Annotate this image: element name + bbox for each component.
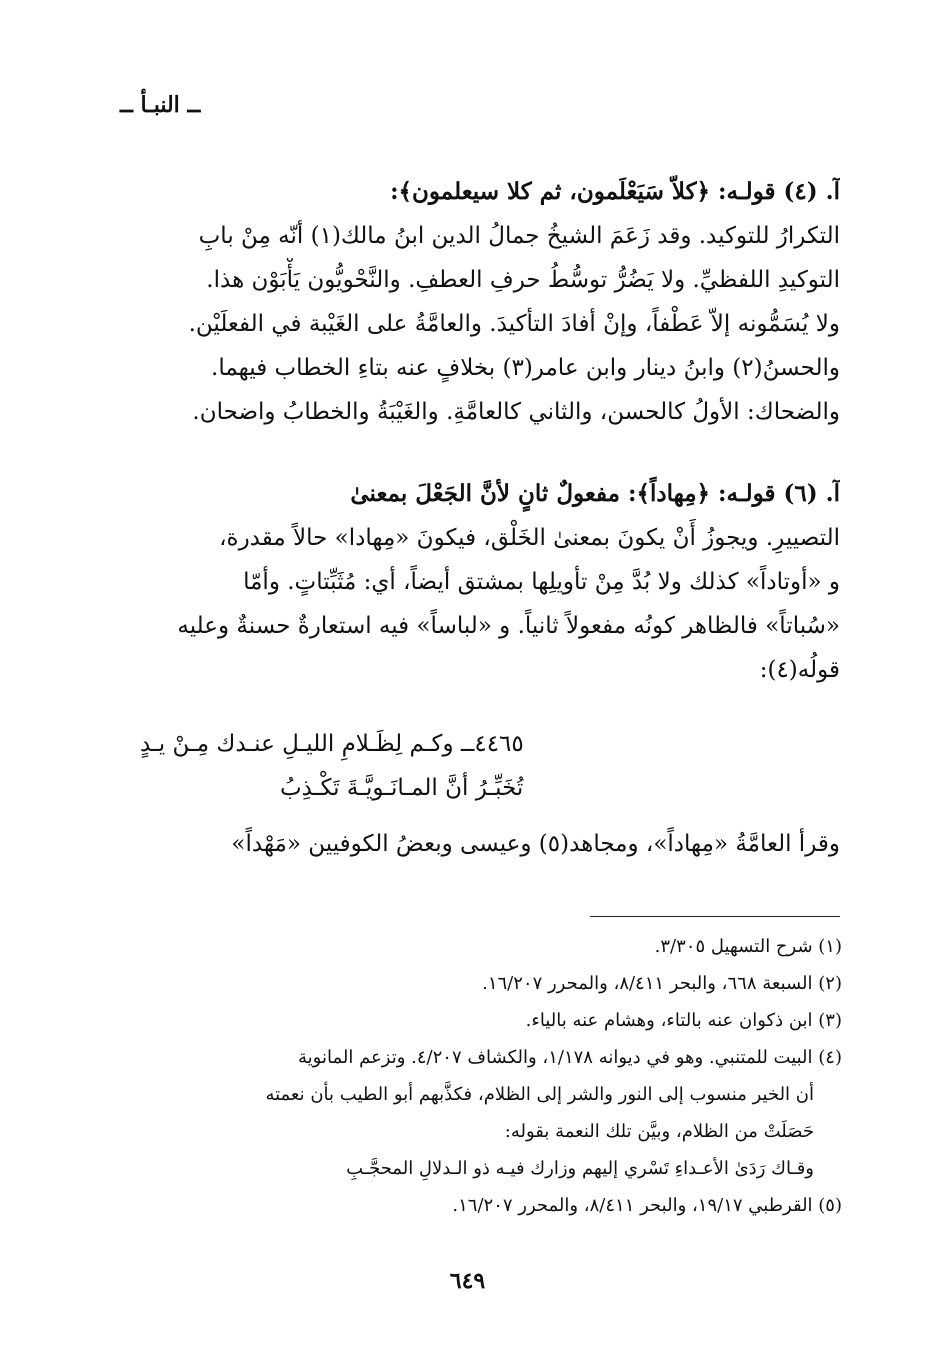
section-heading: آ. (٤) قولـه: ﴿كلاّ سَيَعْلَمون، ثم كلا سيعلمون﴾:	[390, 178, 840, 205]
poem-verse-1: ٤٤٦٥ــ وكـم لِظَـلامِ الليـلِ عنـدك مِـنْ يـدٍ	[140, 731, 524, 757]
body-line: والحسنُ(٢) وابنُ دينار وابن عامر(٣) بخلافٍ عنه بتاءِ الخطاب فيهما.	[211, 355, 840, 381]
footnote-line: حَصَلَتْ من الظلام، وبيَّن تلك النعمة بقوله:	[504, 1121, 814, 1142]
footnote-line: أن الخير منسوب إلى النور والشر إلى الظلام، فكذَّبهم أبو الطيب بأن نعمته	[265, 1084, 814, 1105]
footnote-divider	[590, 916, 840, 917]
section-heading: آ. (٦) قولـه: ﴿مِهاداً﴾: مفعولٌ ثانٍ لأنَّ الجَعْلَ بمعنىٰ	[350, 480, 840, 507]
body-line: «سُباتاً» فالظاهر كونُه مفعولاً ثانياً. و «لباساً» فيه استعارةٌ حسنةٌ وعليه	[177, 613, 840, 639]
body-line: وقرأ العامَّةُ «مِهاداً»، ومجاهد(٥) وعيسى وبعضُ الكوفيين «مَهْداً»	[231, 831, 840, 857]
poem-verse-2: تُخَبِّـرُ أنَّ المـانَـويَّـةَ تَكْـذِبُ	[280, 775, 524, 801]
poem-block	[140, 722, 840, 810]
footnote-line: (١) شرح التسهيل ٣/٣٠٥.	[654, 936, 842, 957]
footnote-line: (٣) ابن ذكوان عنه بالتاء، وهشام عنه بالياء.	[525, 1010, 842, 1031]
body-line: التصييرِ. ويجوزُ أَنْ يكونَ بمعنىٰ الخَلْق، فيكونَ «مِهادا» حالاً مقدرة،	[219, 525, 840, 551]
footnote-line: (٢) السبعة ٦٦٨، والبحر ٨/٤١١، والمحرر ١٦/٢٠٧.	[482, 973, 842, 994]
body-line: التوكيدِ اللفظيِّ. ولا يَضُرُّ توسُّطُ حرفِ العطفِ. والنَّحْويُّون يَأْبَوْن هذا.	[206, 267, 840, 293]
running-header: ــ النبـأ ــ	[120, 92, 201, 118]
body-line: قولُه(٤):	[759, 657, 840, 683]
body-line: التكرارُ للتوكيد. وقد زَعَمَ الشيخُ جمالُ الدين ابنُ مالك(١) أنّه مِنْ بابِ	[198, 223, 840, 249]
footnote-line: (٥) القرطبي ١٩/١٧، والبحر ٨/٤١١، والمحرر ١٦/٢٠٧.	[452, 1195, 842, 1216]
section-verse-6	[140, 472, 840, 692]
body-line: و «أوتاداً» كذلك ولا بُدَّ مِنْ تأويلِها بمشتق أيضاً، أي: مُثَبِّتاتٍ. وأمّا	[243, 569, 840, 595]
body-line: ولا يُسَمُّونه إلاّ عَطْفاً، وإنْ أفادَ التأكيدَ. والعامَّةُ على الغَيْبة في الفعلَيْن.	[188, 311, 840, 337]
body-line: والضحاك: الأولُ كالحسن، والثاني كالعامَّةِ. والغَيْبَةُ والخطابُ واضحان.	[192, 399, 840, 425]
footnotes	[140, 928, 842, 1224]
footnote-line: (٤) البيت للمتنبي. وهو في ديوانه ١/١٧٨، والكشاف ٤/٢٠٧. وتزعم المانوية	[298, 1047, 842, 1068]
footnote-line: وقـاك رَدَىٰ الأعـداءِ تَسْري إليهم وزارك فيـه ذو الـدلالِ المحجَّـبِ	[346, 1158, 814, 1179]
section-verse-4	[140, 170, 840, 434]
reading-variants	[140, 822, 840, 866]
page-number: ٦٤٩	[449, 1268, 486, 1294]
